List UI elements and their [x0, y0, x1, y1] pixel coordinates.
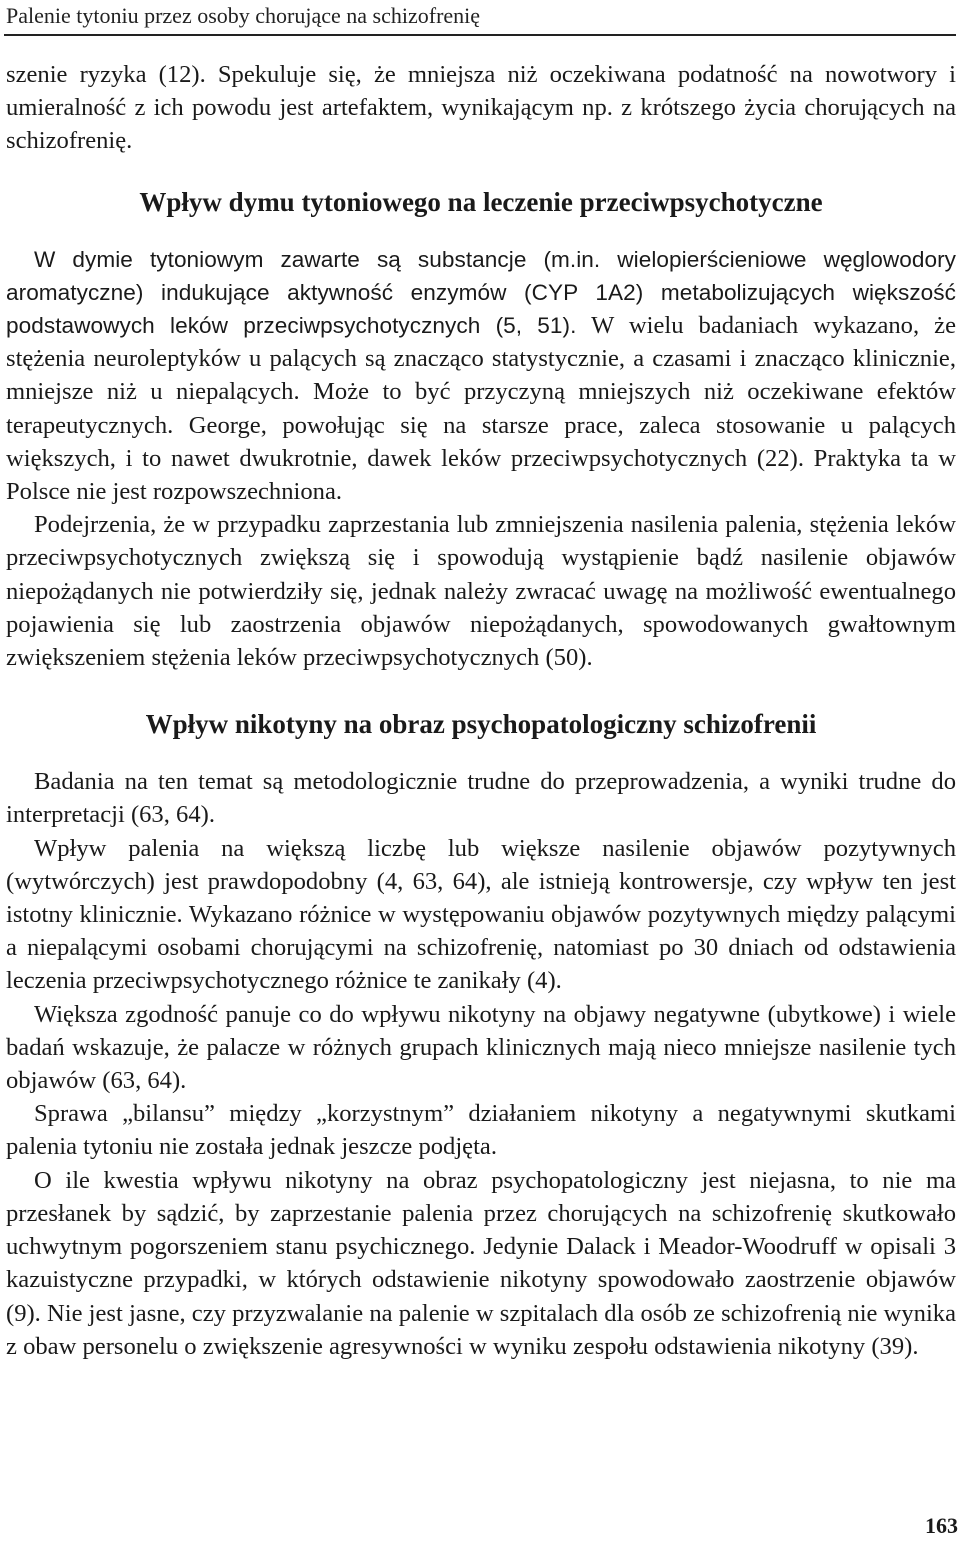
article-body [6, 58, 956, 1363]
paragraph-research-difficulty: Badania na ten temat są metodologicznie trudne do przeprowadzenia, a wyniki trudne do interpretacji (63, 64). [6, 768, 956, 829]
paragraph-smoke-enzymes-rest: W wielu badaniach wykazano, że stężenia neuroleptyków u palących są znacząco statystycznie, a czasami i znacząco klinicznie, mniejsze niż u niepalących. Może to być przyczyną mniejszych niż oczekiwane efektów terapeutycznych. George, powołując się na starsze prace, zaleca stosowanie u palących większych, i to nawet dwukrotnie, dawek leków przeciwpsychotycznych (22). Praktyka ta w Polsce nie jest rozpowszechniona. [6, 312, 956, 506]
page-number: 163 [925, 1513, 958, 1538]
paragraph-suspicions: Podejrzenia, że w przypadku zaprzestania lub zmniejszenia nasilenia palenia, stężenia leków przeciwpsychotycznych zwiększą się i spowodują wystąpienie bądź nasilenie objawów niepożądanych nie potwierdziły się, jednak należy zwracać uwagę na możliwość ewentualnego pojawienia się lub zaostrzenia objawów niepożądanych, spowodowanych gwałtownym zwiększeniem stężenia leków przeciwpsychotycznych (50). [6, 511, 956, 672]
paragraph-negative-symptoms: Większa zgodność panuje co do wpływu nikotyny na objawy negatywne (ubytkowe) i wiele badań wskazuje, że palacze w różnych grupach klinicznych mają nieco mniejsze nasilenie tych objawów (63, 64). [6, 1000, 956, 1095]
running-header: Palenie tytoniu przez osoby chorujące na schizofrenię [6, 3, 481, 28]
paragraph-positive-symptoms: Wpływ palenia na większą liczbę lub większe nasilenie objawów pozytywnych (wytwórczych) jest prawdopodobny (4, 63, 64), ale istnieją kontrowersje, czy wpływ ten jest istotny klinicznie. Wykazano różnice w występowaniu objawów pozytywnych między palącymi a niepalącymi osobami chorującymi na schizofrenię, natomiast po 30 dniach od odstawienia leczenia przeciwpsychotycznego różnice te zanikały (4). [6, 834, 956, 995]
paragraph-balance: Sprawa „bilansu” między „korzystnym” działaniem nikotyny a negatywnymi skutkami palenia tytoniu nie została jednak jeszcze podjęta. [6, 1100, 956, 1161]
paragraph-smoke-enzymes-sans: W dymie tytoniowym zawarte są substancje (m.in. wielopierścieniowe węglowodory aromatyczne) indukujące aktywność enzymów (CYP 1A2) metabolizujących większość podstawowych leków przeciwpsychotycznych (5, 51). [6, 246, 956, 339]
paragraph-smoke-enzymes [6, 243, 956, 509]
section-heading-smoke-effect: Wpływ dymu tytoniowego na leczenie przeciwpsychotyczne [139, 186, 823, 217]
header-divider [4, 34, 956, 36]
paragraph-intro: szenie ryzyka (12). Spekuluje się, że mniejsza niż oczekiwana podatność na nowotwory i umieralność z ich powodu jest artefaktem, wynikającym np. z krótszego życia chorujących na schizofrenię. [6, 61, 956, 155]
paragraph-cessation: O ile kwestia wpływu nikotyny na obraz psychopatologiczny jest niejasna, to nie ma przesłanek by sądzić, by zaprzestanie palenia przez chorujących na schizofrenię skutkowało uchwytnym pogorszeniem stanu psychicznego. Jedynie Dalack i Meador-Woodruff w opisali 3 kazuistyczne przypadki, w których odstawienie nikotyny spowodowało zaostrzenie objawów (9). Nie jest jasne, czy przyzwalanie na palenie w szpitalach dla osób ze schizofrenią nie wynika z obaw personelu o zwiększenie agresywności w wyniku zespołu odstawienia nikotyny (39). [6, 1166, 956, 1360]
section-heading-nicotine-effect: Wpływ nikotyny na obraz psychopatologiczny schizofrenii [145, 709, 817, 740]
